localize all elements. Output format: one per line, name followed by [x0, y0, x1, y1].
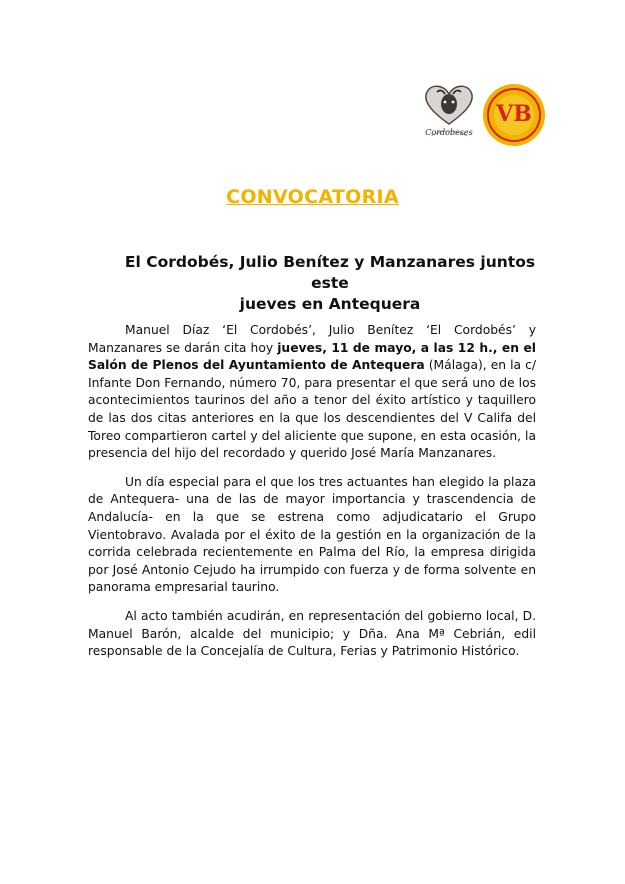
- paragraph-1: [88, 322, 536, 463]
- headline: [110, 252, 550, 315]
- paragraph-1-rest: (Málaga), en la c/ Infante Don Fernando, número 70, para presentar el que será uno de los acontecimientos taurinos del año a tenor del éxito artístico y taquillero de las dos citas anteriores en la que los descendientes del V Califa del Toreo compartieron cartel y del aliciente que supone, en esta ocasión, la presencia del hijo del recordado y querido José María Manzanares.: [88, 358, 537, 461]
- paragraph-1-intro: Manuel Díaz ‘El Cordobés’, Julio Benítez ‘El Cordobés’ y Manzanares se darán cita hoy: [88, 323, 536, 355]
- vb-wordmark: VB: [496, 101, 532, 127]
- paragraph-3: Al acto también acudirán, en representación del gobierno local, D. Manuel Barón, alcalde del municipio; y Dña. Ana Mª Cebrián, edil responsable de la Concejalía de Cultura, Ferias y Patrimonio Histórico.: [88, 608, 536, 659]
- cordobeses-wordmark: Cordobeses: [425, 128, 473, 137]
- paragraph-1-bold-date: jueves, 11 de mayo, a las 12 h., en el Salón de Plenos del Ayuntamiento de Antequera: [88, 340, 536, 373]
- headline-line-3: jueves en Antequera: [239, 295, 421, 313]
- page-title: CONVOCATORIA: [226, 186, 399, 208]
- headline-line-1: El Cordobés, Julio Benítez y Manzanares juntos: [124, 253, 536, 271]
- body-text: [88, 322, 536, 672]
- headline-line-2: este: [311, 274, 349, 292]
- logos-header: [419, 78, 559, 150]
- heart-bull-logo-icon: [419, 78, 479, 148]
- paragraph-2: Un día especial para el que los tres actuantes han elegido la plaza de Antequera- una de las de mayor importancia y trascendencia de Andalucía- en la que se estrena como adjudicatario el Grupo Vientobravo. Avalada por el éxito de la gestión en la organización de la corrida celebrada recientemente en Palma del Río, la empresa dirigida por José Antonio Cejudo ha irrumpido con fuerza y de forma solvente en panorama empresarial taurino.: [88, 474, 536, 595]
